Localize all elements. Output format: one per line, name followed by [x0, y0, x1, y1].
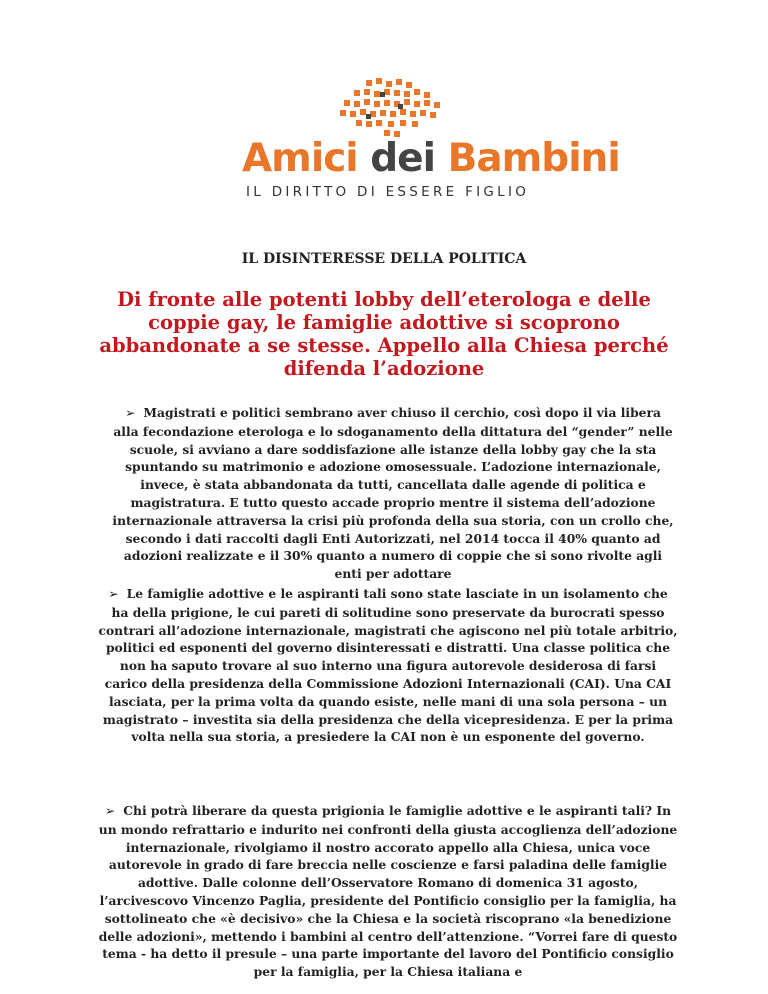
paragraph-text: Chi potrà liberare da questa prigionia le famiglie adottive e le aspiranti tali? In un mondo refrattario e indurito nei confronti della giusta accoglienza dell’adozione internazionale, rivolgiamo il nostro accorato appello alla Chiesa, unica voce autorevole in grado di fare breccia nelle coscienze e farsi paladina delle famiglie adottive. Dalle colonne dell’Osservatore Romano di domenica 31 agosto, l’arcivescovo Vincenzo Paglia, presidente del Pontificio consiglio per la famiglia, ha sottolineato che «è decisivo» che la Chiesa e la società riscoprano «la benedizione delle adozioni», mettendo i bambini al centro dell’attenzione. “Vorrei fare di questo tema - ha detto il presule – una parte importante del lavoro del Pontificio consiglio per la famiglia, per la Chiesa italiana e — [98, 803, 678, 980]
logo-tagline: IL DIRITTO DI ESSERE FIGLIO — [246, 184, 530, 200]
amici-dei-bambini-logo — [236, 78, 620, 203]
paragraph-3 — [98, 802, 678, 981]
paragraph-text: Magistrati e politici sembrano aver chiuso il cerchio, così dopo il via libera alla fecondazione eterologa e lo sdoganamento della dittatura del “gender” nelle scuole, si avviano a dare soddisfazione alle istanze della lobby gay che la sta spuntando su matrimonio e adozione omosessuale. L’adozione internazionale, invece, è stata abbandonata da tutti, cancellata dalle agende di politica e magistratura. E tutto questo accade proprio mentre il sistema dell’adozione internazionale attraversa la crisi più profonda della sua storia, con un crollo che, secondo i dati raccolti dagli Enti Autorizzati, nel 2014 tocca il 40% quanto ad adozioni realizzate e il 30% quanto a numero di coppie che si sono rivolte agli enti per adottare — [112, 405, 674, 582]
paragraph-text: Le famiglie adottive e le aspiranti tali sono state lasciate in un isolamento che ha della prigione, le cui pareti di solitudine sono preservate da burocrati spesso contrari all’adozione internazionale, magistrati che agiscono nel più totale arbitrio, politici ed esponenti del governo disinteressati e distratti. Una classe politica che non ha saputo trovare al suo interno una figura autorevole desiderosa di farsi carico della presidenza della Commissione Adozioni Internazionali (CAI). Una CAI lasciata, per la prima volta da quando esiste, nelle mani di una sola persona – un magistrato – investita sia della presidenza che della vicepresidenza. E per la prima volta nella sua storia, a presiedere la CAI non è un esponente del governo. — [98, 586, 678, 745]
paragraph-2 — [98, 585, 678, 746]
arrow-bullet-icon: ➢ — [104, 804, 116, 818]
arrow-bullet-icon: ➢ — [108, 587, 119, 601]
paragraph-1 — [112, 404, 674, 583]
logo-brand-text: Amici dei Bambini — [242, 136, 620, 181]
section-kicker: IL DISINTERESSE DELLA POLITICA — [241, 251, 527, 267]
article-headline: Di fronte alle potenti lobby dell’eterologa e delle coppie gay, le famiglie adottive si scoprono abbandonate a se stesse. Appello alla Chiesa perché difenda l’adozione — [99, 288, 669, 380]
arrow-bullet-icon: ➢ — [125, 406, 136, 420]
